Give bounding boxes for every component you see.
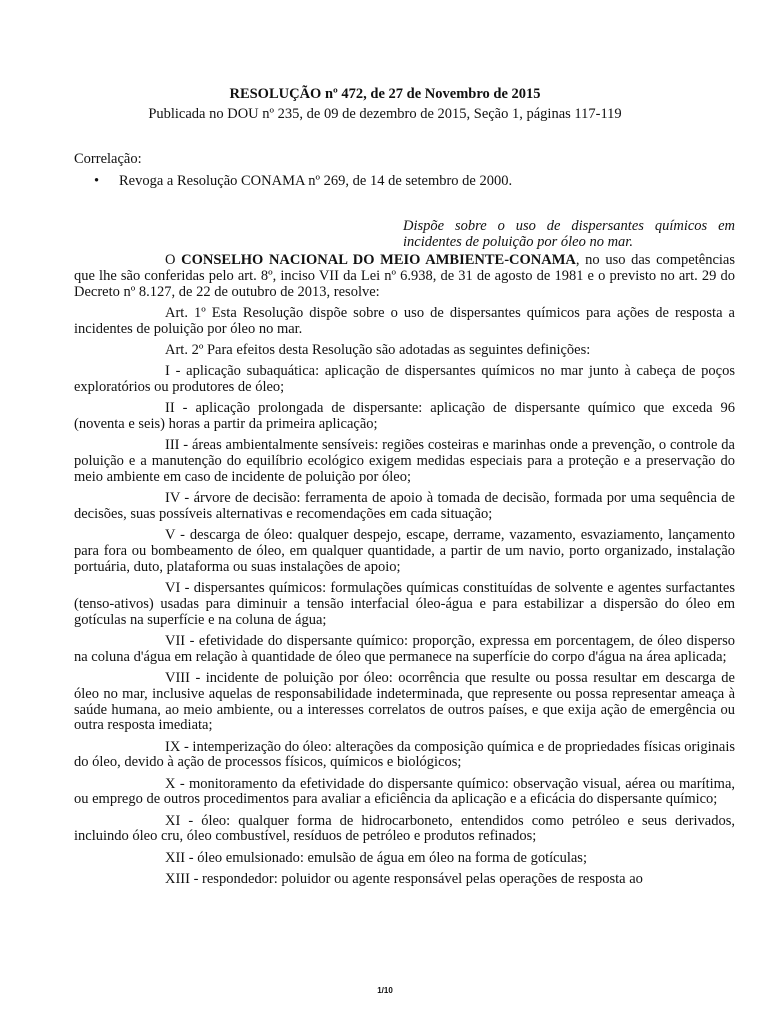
article-1: Art. 1º Esta Resolução dispõe sobre o uso de dispersantes químicos para ações de resposta a incidentes de poluição por óleo no mar.	[74, 304, 735, 337]
definition-xiii: XIII - respondedor: poluidor ou agente responsável pelas operações de resposta ao	[165, 870, 643, 887]
publication-info: Publicada no DOU nº 235, de 09 de dezembro de 2015, Seção 1, páginas 117-119	[148, 106, 622, 122]
council-name: CONSELHO NACIONAL DO MEIO AMBIENTE-CONAMA	[181, 252, 576, 268]
definition-xii: XII - óleo emulsionado: emulsão de água em óleo na forma de gotículas;	[165, 849, 587, 866]
body-text	[74, 253, 735, 893]
page-number: 1/10	[377, 986, 393, 995]
definition-ii: II - aplicação prolongada de dispersante: aplicação de dispersante químico que exceda 96 (noventa e seis) horas a partir da primeira aplicação;	[74, 400, 735, 432]
article-2: Art. 2º Para efeitos desta Resolução são adotadas as seguintes definições:	[165, 341, 591, 358]
correlation-item	[94, 173, 512, 190]
correlation-label: Correlação:	[74, 151, 142, 167]
definition-x: X - monitoramento da efetividade do dispersante químico: observação visual, aérea ou marítima, ou emprego de outros procedimentos para avaliar a eficiência da aplicação e a eficácia do dispersante químico;	[74, 775, 735, 808]
ementa: Dispõe sobre o uso de dispersantes químicos em incidentes de poluição por óleo no mar.	[403, 218, 735, 250]
definition-xi: XI - óleo: qualquer forma de hidrocarboneto, entendidos como petróleo e seus derivados, incluindo óleo cru, óleo combustível, resíduos de petróleo e produtos refinados;	[74, 812, 735, 845]
definition-vi: VI - dispersantes químicos: formulações químicas constituídas de solvente e agentes surfactantes (tenso-ativos) usadas para diminuir a tensão interfacial óleo-água e para estabilizar a dispersão do óleo em gotículas na superfície e na coluna de água;	[74, 579, 735, 628]
resolution-title: RESOLUÇÃO nº 472, de 27 de Novembro de 2015	[229, 86, 541, 102]
preamble-rest: , no uso das competências que lhe são conferidas pelo art. 8º, inciso VII da Lei nº 6.938, de 31 de agosto de 1981 e o previsto no art. 29 do Decreto nº 8.127, de 22 de outubro de 2013, resolve:	[74, 252, 735, 300]
definition-vii: VII - efetividade do dispersante químico: proporção, expressa em porcentagem, de óleo disperso na coluna d'água em relação à quantidade de óleo que permanece na superfície do corpo d'água na área aplicada;	[74, 632, 735, 665]
preamble-paragraph	[74, 253, 735, 301]
definition-viii: VIII - incidente de poluição por óleo: ocorrência que resulte ou possa resultar em descarga de óleo no mar, inclusive aquelas de responsabilidade indeterminada, que represente ou possa representar ameaça à saúde humana, ao meio ambiente, ou a interesses correlatos de outros países, e que exija ação de emergência ou outra resposta imediata;	[74, 669, 735, 734]
preamble-lead: O	[165, 252, 182, 268]
definition-v: V - descarga de óleo: qualquer despejo, escape, derrame, vazamento, esvaziamento, lançamento para fora ou bombeamento de óleo, em qualquer quantidade, a partir de um navio, porto organizado, instalação portuária, duto, plataforma ou suas instalações de apoio;	[74, 526, 735, 575]
definition-iv: IV - árvore de decisão: ferramenta de apoio à tomada de decisão, formada por uma sequência de decisões, suas possíveis alternativas e recomendações em cada situação;	[74, 489, 735, 522]
definition-iii: III - áreas ambientalmente sensíveis: regiões costeiras e marinhas onde a prevenção, o controle da poluição e a manutenção do equilíbrio ecológico exigem medidas especiais para a proteção e a preservação do meio ambiente em caso de incidente de poluição por óleo;	[74, 437, 735, 485]
bullet-icon: •	[94, 173, 100, 189]
definition-ix: IX - intemperização do óleo: alterações da composição química e de propriedades físicas originais do óleo, devido à ação de processos físicos, químicos e biológicos;	[74, 738, 735, 771]
correlation-item-text: Revoga a Resolução CONAMA nº 269, de 14 de setembro de 2000.	[119, 173, 513, 189]
definition-i: I - aplicação subaquática: aplicação de dispersantes químicos no mar junto à cabeça de poços exploratórios ou produtores de óleo;	[74, 363, 735, 395]
